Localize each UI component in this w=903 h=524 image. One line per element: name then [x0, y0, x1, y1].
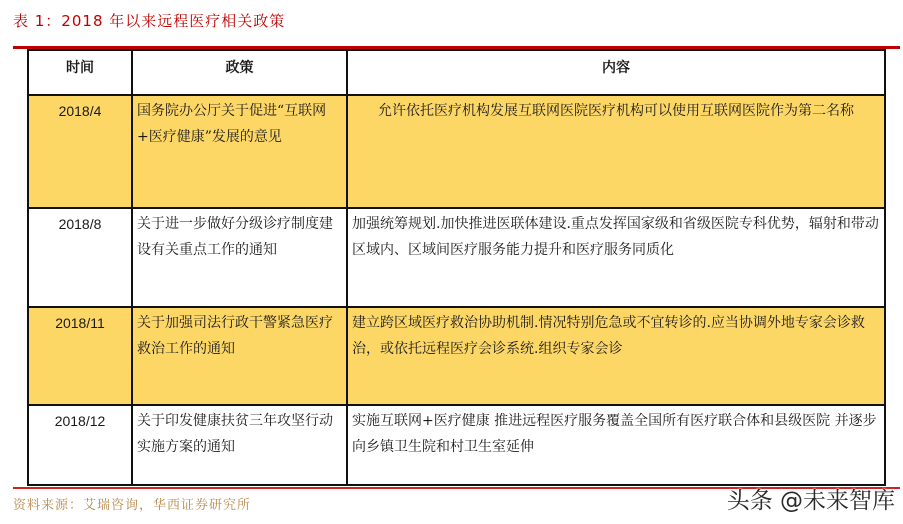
table-title: 表 1：2018 年以来远程医疗相关政策: [13, 12, 286, 30]
table-row: [28, 95, 885, 208]
row-content: 实施互联网+医疗健康 推进远程医疗服务覆盖全国所有医疗联合体和县级医院 并逐步向乡镇卫生院和村卫生室延伸: [347, 405, 885, 485]
row-policy: 关于印发健康扶贫三年攻坚行动实施方案的通知: [132, 405, 347, 485]
row-date: 2018/4: [28, 95, 132, 208]
row-policy: 关于进一步做好分级诊疗制度建设有关重点工作的通知: [132, 208, 347, 307]
table-header-row: [28, 50, 885, 95]
row-policy: 关于加强司法行政干警紧急医疗救治工作的通知: [132, 307, 347, 405]
row-content: 建立跨区域医疗救治协助机制.情况特别危急或不宜转诊的.应当协调外地专家会诊救治，或依托远程医疗会诊系统.组织专家会诊: [347, 307, 885, 405]
table-row: [28, 405, 885, 485]
row-content: 允许依托医疗机构发展互联网医院医疗机构可以使用互联网医院作为第二名称: [347, 95, 885, 208]
table-row: [28, 208, 885, 307]
row-date: 2018/11: [28, 307, 132, 405]
watermark: 头条 @未来智库: [726, 488, 895, 514]
row-date: 2018/12: [28, 405, 132, 485]
header-time: 时间: [28, 50, 132, 95]
row-policy: 国务院办公厅关于促进“互联网+医疗健康”发展的意见: [132, 95, 347, 208]
source-note: 资料来源：艾瑞咨询，华西证券研究所: [13, 498, 252, 513]
header-content: 内容: [347, 50, 885, 95]
policy-table: [27, 49, 886, 486]
row-content: 加强统筹规划.加快推进医联体建设.重点发挥国家级和省级医院专科优势，辐射和带动区域内、区域间医疗服务能力提升和医疗服务同质化: [347, 208, 885, 307]
header-policy: 政策: [132, 50, 347, 95]
table-row: [28, 307, 885, 405]
row-date: 2018/8: [28, 208, 132, 307]
